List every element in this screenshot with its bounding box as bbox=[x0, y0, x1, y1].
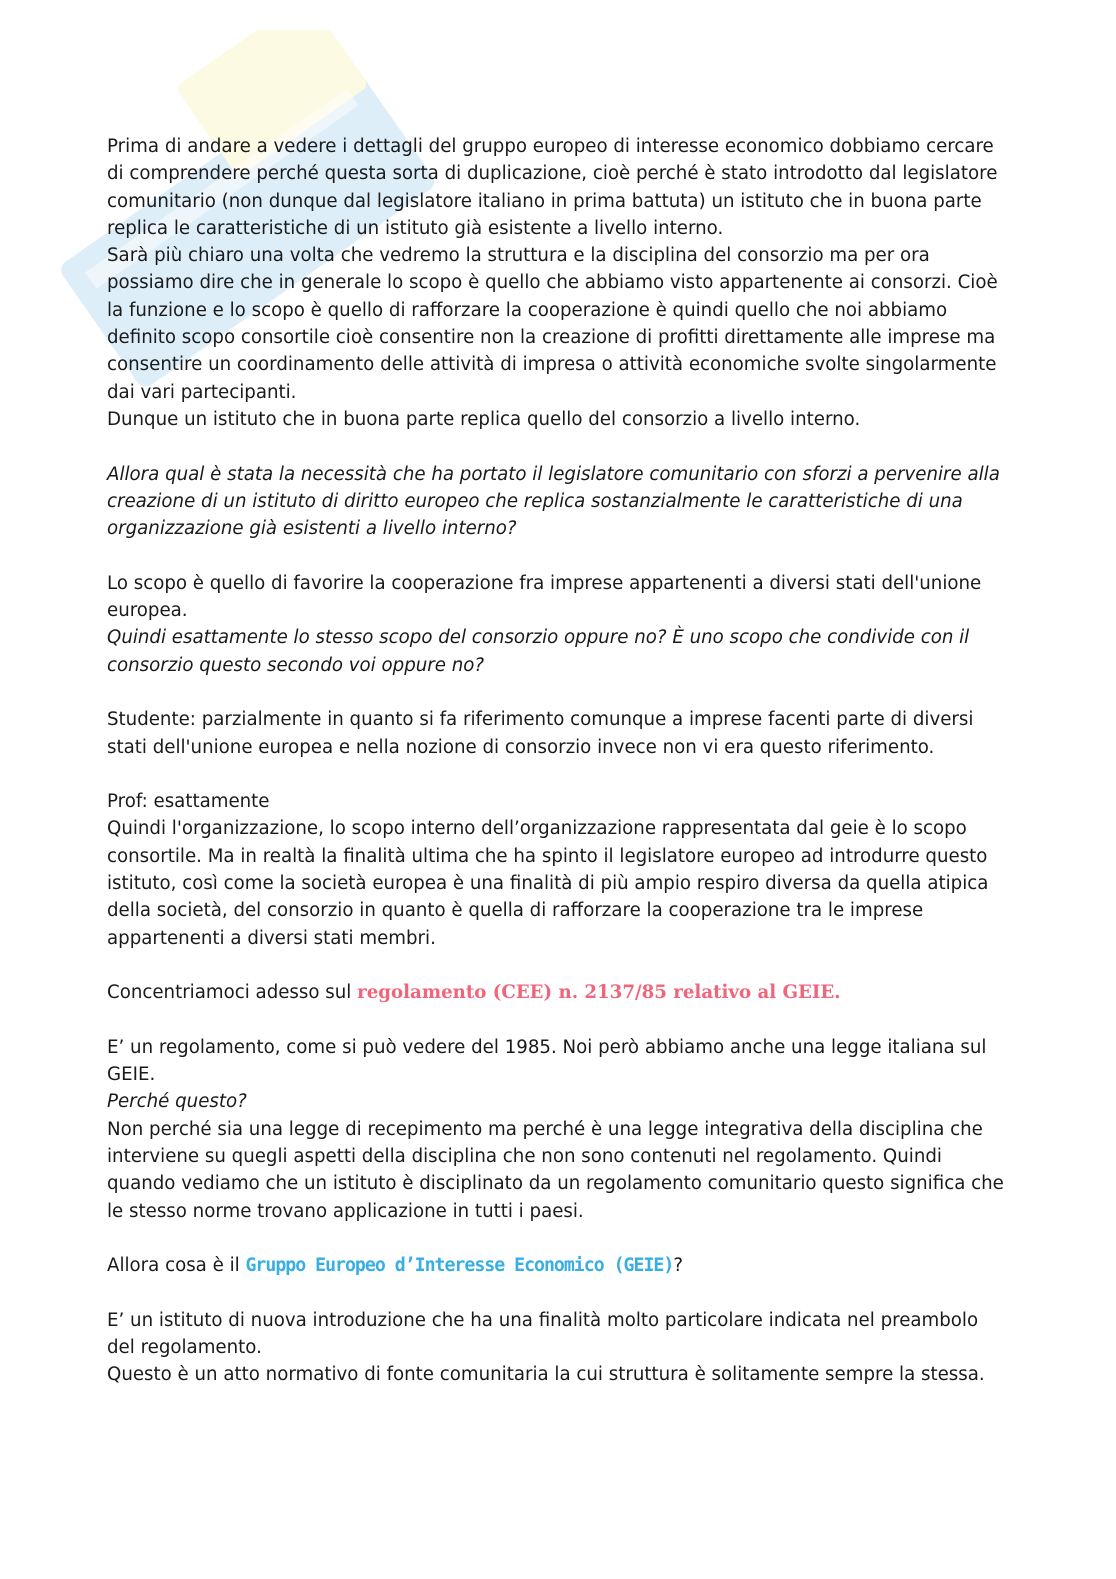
paragraph-geie-question bbox=[107, 1252, 1007, 1279]
paragraph-cooperation: Lo scopo è quello di favorire la cooperazione fra imprese appartenenti a diversi stati dell'unione europea. bbox=[107, 572, 982, 622]
paragraph-regulation bbox=[107, 979, 1007, 1006]
spacer bbox=[107, 1225, 1007, 1252]
paragraph-integrative-law: Non perché sia una legge di recepimento ma perché è una legge integrativa della disciplina che interviene su quegli aspetti della disciplina che non sono contenuti nel regolamento. Quindi quando vediamo che un istituto è disciplinato da un regolamento comunitario questo significa che le stesso norme trovano applicazione in tutti i paesi. bbox=[107, 1118, 1004, 1222]
spacer bbox=[107, 952, 1007, 979]
spacer bbox=[107, 542, 1007, 569]
paragraph-regulation-1985: E’ un regolamento, come si può vedere del 1985. Noi però abbiamo anche una legge italiana sul GEIE. bbox=[107, 1036, 987, 1086]
regulation-reference: regolamento (CEE) n. 2137/85 relativo al GEIE. bbox=[357, 982, 841, 1004]
spacer bbox=[107, 433, 1007, 460]
paragraph-normative-act: Questo è un atto normativo di fonte comunitaria la cui struttura è solitamente sempre la stessa. bbox=[107, 1364, 985, 1386]
document-body bbox=[107, 133, 1007, 1389]
geie-reference: Gruppo Europeo d’Interesse Economico (GEIE) bbox=[245, 1255, 674, 1277]
spacer bbox=[107, 1279, 1007, 1306]
geie-suffix: ? bbox=[673, 1255, 683, 1277]
geie-prefix: Allora cosa è il bbox=[107, 1255, 246, 1277]
paragraph-replica: Dunque un istituto che in buona parte replica quello del consorzio a livello interno. bbox=[107, 408, 861, 430]
spacer bbox=[107, 1007, 1007, 1034]
spacer bbox=[107, 761, 1007, 788]
paragraph-prof-answer: Prof: esattamente bbox=[107, 791, 270, 813]
regulation-prefix: Concentriamoci adesso sul bbox=[107, 982, 358, 1004]
paragraph-scope: Sarà più chiaro una volta che vedremo la struttura e la disciplina del consorzio ma per ora possiamo dire che in generale lo scopo è quello che abbiamo visto appartenente ai consorzi. Cioè la funzione e lo scopo è quello di rafforzare la cooperazione è quindi quello che noi abbiamo definito scopo consortile cioè consentire non la creazione di profitti direttamente alle imprese ma consentire un coordinamento delle attività di impresa o attività economiche svolte singolarmente dai vari partecipanti. bbox=[107, 245, 998, 403]
question-same-scope: Quindi esattamente lo stesso scopo del consorzio oppure no? È uno scopo che condivide con il consorzio questo secondo voi oppure no? bbox=[107, 627, 970, 676]
paragraph-student-answer: Studente: parzialmente in quanto si fa riferimento comunque a imprese facenti parte di diversi stati dell'unione europea e nella nozione di consorzio invece non vi era questo riferimento. bbox=[107, 709, 974, 758]
spacer bbox=[107, 679, 1007, 706]
question-why: Perché questo? bbox=[107, 1091, 247, 1113]
paragraph-intro: Prima di andare a vedere i dettagli del gruppo europeo di interesse economico dobbiamo cercare di comprendere perché questa sorta di duplicazione, cioè perché è stato introdotto dal legislatore comunitario (non dunque dal legislatore italiano in prima battuta) un istituto che in buona parte replica le caratteristiche di un istituto già esistente a livello interno. bbox=[107, 136, 998, 239]
paragraph-new-institute: E’ un istituto di nuova introduzione che ha una finalità molto particolare indicata nel preambolo del regolamento. bbox=[107, 1309, 979, 1359]
question-necessity: Allora qual è stata la necessità che ha portato il legislatore comunitario con sforzi a pervenire alla creazione di un istituto di diritto europeo che replica sostanzialmente le caratteristiche di una organizzazione già esistenti a livello interno? bbox=[107, 463, 1000, 540]
paragraph-organization: Quindi l'organizzazione, lo scopo interno dell’organizzazione rappresentata dal geie è lo scopo consortile. Ma in realtà la finalità ultima che ha spinto il legislatore europeo ad introdurre questo istituto, così come la società europea è una finalità di più ampio respiro diversa da quella atipica della società, del consorzio in quanto è quella di rafforzare la cooperazione tra le imprese appartenenti a diversi stati membri. bbox=[107, 818, 989, 949]
